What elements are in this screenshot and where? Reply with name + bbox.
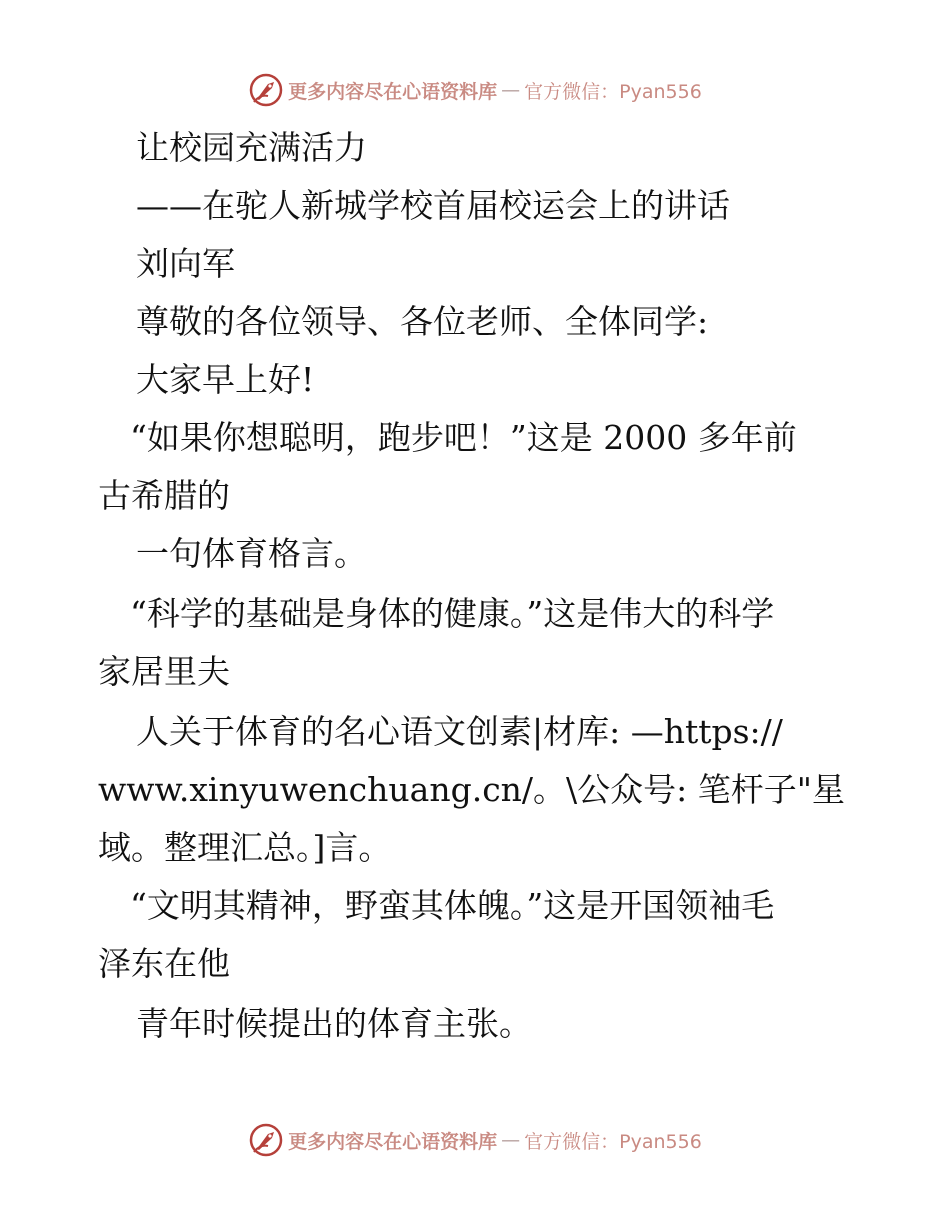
pen-nib-logo-icon (248, 72, 284, 108)
paragraph-line: 泽东在他 (98, 944, 230, 983)
paragraph-line: 域。整理汇总。]言。 (98, 828, 392, 867)
banner-account: 官方微信：Pyan556 (524, 1130, 702, 1153)
paragraph-line: 家居里夫 (98, 652, 230, 691)
paragraph-line: 一句体育格言。 (136, 534, 367, 573)
greeting: 大家早上好! (136, 360, 315, 399)
paragraph-line: 人关于体育的名心语文创素|材库: —https:// (136, 712, 783, 751)
footer-banner (0, 1120, 950, 1160)
paragraph-line: “文明其精神，野蛮其体魄。”这是开国领袖毛 (130, 886, 775, 925)
pen-nib-logo-icon (248, 1122, 284, 1158)
paragraph-line: “如果你想聪明，跑步吧！”这是 2000 多年前 (130, 418, 797, 457)
document-author: 刘向军 (136, 244, 235, 283)
paragraph-line: www.xinyuwenchuang.cn/。\公众号: 笔杆子"星 (98, 770, 845, 809)
document-subtitle: ——在驼人新城学校首届校运会上的讲话 (136, 186, 730, 225)
document-title: 让校园充满活力 (136, 128, 367, 167)
banner-separator: — (501, 79, 521, 101)
paragraph-line: 古希腊的 (98, 476, 230, 515)
banner-separator: — (501, 1129, 521, 1151)
banner-title: 更多内容尽在心语资料库 (288, 80, 498, 103)
banner-account: 官方微信：Pyan556 (524, 80, 702, 103)
paragraph-line: “科学的基础是身体的健康。”这是伟大的科学 (130, 594, 775, 633)
paragraph-line: 青年时候提出的体育主张。 (136, 1004, 532, 1043)
header-banner (0, 70, 950, 110)
banner-title: 更多内容尽在心语资料库 (288, 1130, 498, 1153)
salutation: 尊敬的各位领导、各位老师、全体同学: (136, 302, 709, 341)
